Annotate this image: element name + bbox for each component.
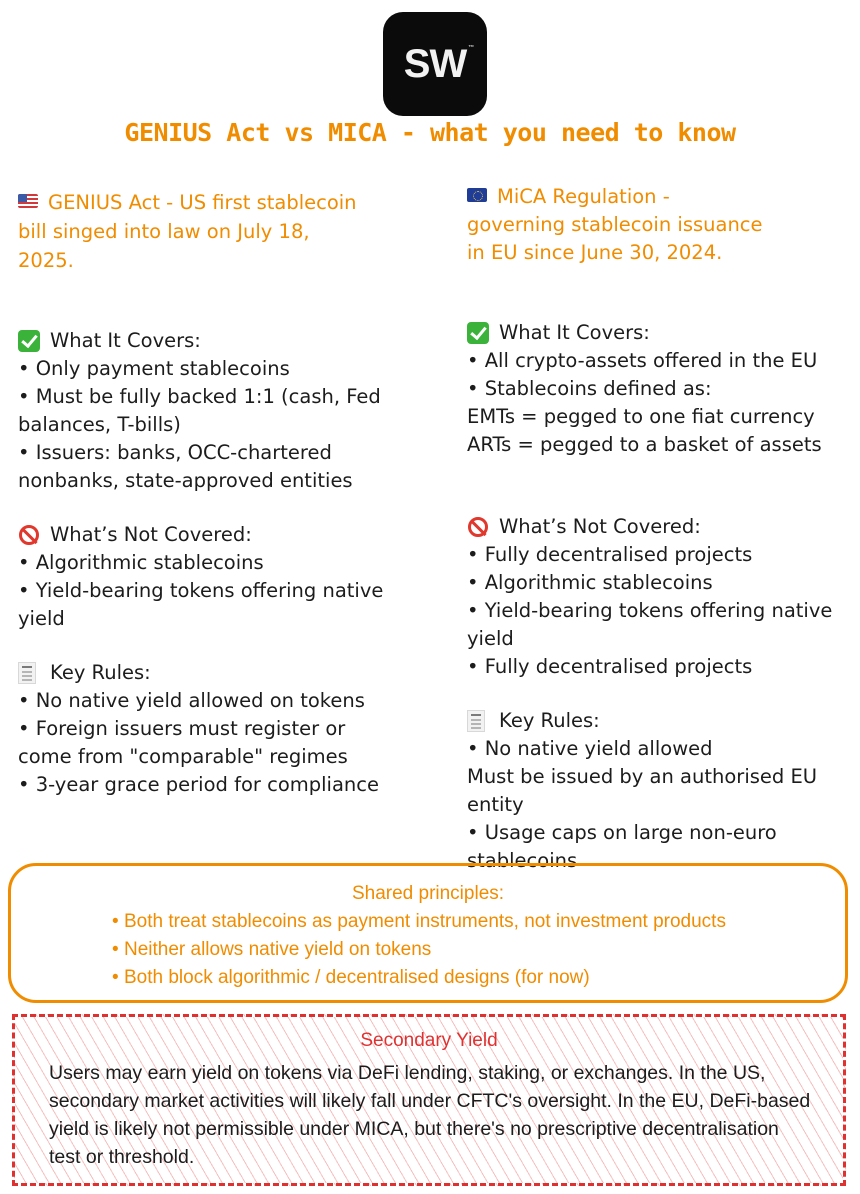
list-item: ARTs = pegged to a basket of assets: [467, 433, 822, 456]
mica-column: [467, 183, 857, 875]
list-item: • Yield-bearing tokens offering native: [467, 599, 833, 622]
list-item: EMTs = pegged to one fiat currency: [467, 405, 815, 428]
shared-principles-title: Shared principles:: [351, 883, 505, 904]
section-title: Key Rules:: [499, 709, 600, 732]
list-item: balances, T-bills): [18, 413, 181, 436]
list-item: • Foreign issuers must register or: [18, 717, 346, 740]
shared-principles-box: [8, 863, 848, 1003]
us-flag-icon: [18, 194, 38, 208]
mica-covers-section: [467, 319, 857, 459]
list-item: • Only payment stablecoins: [18, 357, 290, 380]
sw-logo: [383, 12, 487, 116]
list-item: entity: [467, 793, 524, 816]
genius-not-covered-section: [18, 521, 438, 633]
list-item: yield: [18, 607, 65, 630]
page-title: GENIUS Act vs MICA - what you need to know: [124, 118, 736, 147]
check-mark-icon: [467, 322, 489, 344]
section-title: Key Rules:: [50, 661, 151, 684]
secondary-yield-body: Users may earn yield on tokens via DeFi lending, staking, or exchanges. In the US, secondary market activities will likely fall under CFTC's oversight. In the EU, DeFi-based yield is likely not permissible under MICA, but there's no prescriptive decentralisation test or threshold.: [49, 1062, 811, 1168]
list-item: yield: [467, 627, 514, 650]
list-item: come from "comparable" regimes: [18, 745, 348, 768]
prohibited-icon: [468, 517, 488, 537]
trademark-mark: ™: [468, 44, 474, 51]
list-item: • No native yield allowed on tokens: [18, 689, 365, 712]
genius-act-column: [18, 188, 438, 799]
prohibited-icon: [19, 525, 39, 545]
secondary-yield-box: [12, 1014, 846, 1186]
list-item: • 3-year grace period for compliance: [18, 773, 379, 796]
receipt-icon: [467, 710, 485, 732]
eu-flag-icon: [467, 188, 487, 202]
genius-act-heading: GENIUS Act - US first stablecoin bill singed into law on July 18, 2025.: [18, 191, 357, 272]
shared-principles-list: [112, 908, 726, 992]
section-title: What It Covers:: [499, 321, 650, 344]
mica-not-covered-section: [467, 513, 857, 681]
list-item: • No native yield allowed: [467, 737, 713, 760]
check-mark-icon: [18, 330, 40, 352]
list-item: • Algorithmic stablecoins: [18, 551, 264, 574]
list-item: nonbanks, state-approved entities: [18, 469, 353, 492]
list-item: • Issuers: banks, OCC-chartered: [18, 441, 332, 464]
genius-key-rules-section: [18, 659, 438, 799]
receipt-icon: [18, 662, 36, 684]
mica-heading: MiCA Regulation - governing stablecoin issuance in EU since June 30, 2024.: [467, 185, 763, 264]
genius-covers-section: [18, 327, 438, 495]
list-item: • Must be fully backed 1:1 (cash, Fed: [18, 385, 381, 408]
list-item: stablecoins: [467, 849, 578, 872]
list-item: • Neither allows native yield on tokens: [112, 939, 432, 960]
section-title: What’s Not Covered:: [50, 523, 252, 546]
list-item: • All crypto-assets offered in the EU: [467, 349, 818, 372]
list-item: Must be issued by an authorised EU: [467, 765, 818, 788]
list-item: • Fully decentralised projects: [467, 655, 753, 678]
section-title: What It Covers:: [50, 329, 201, 352]
list-item: • Yield-bearing tokens offering native: [18, 579, 384, 602]
list-item: • Fully decentralised projects: [467, 543, 753, 566]
list-item: • Stablecoins defined as:: [467, 377, 712, 400]
logo-text: SW ™: [403, 41, 474, 86]
list-item: • Algorithmic stablecoins: [467, 571, 713, 594]
list-item: • Usage caps on large non-euro: [467, 821, 777, 844]
mica-key-rules-section: [467, 707, 857, 875]
list-item: • Both block algorithmic / decentralised designs (for now): [112, 967, 590, 988]
section-title: What’s Not Covered:: [499, 515, 701, 538]
list-item: • Both treat stablecoins as payment instruments, not investment products: [112, 911, 726, 932]
secondary-yield-title: Secondary Yield: [360, 1030, 498, 1051]
